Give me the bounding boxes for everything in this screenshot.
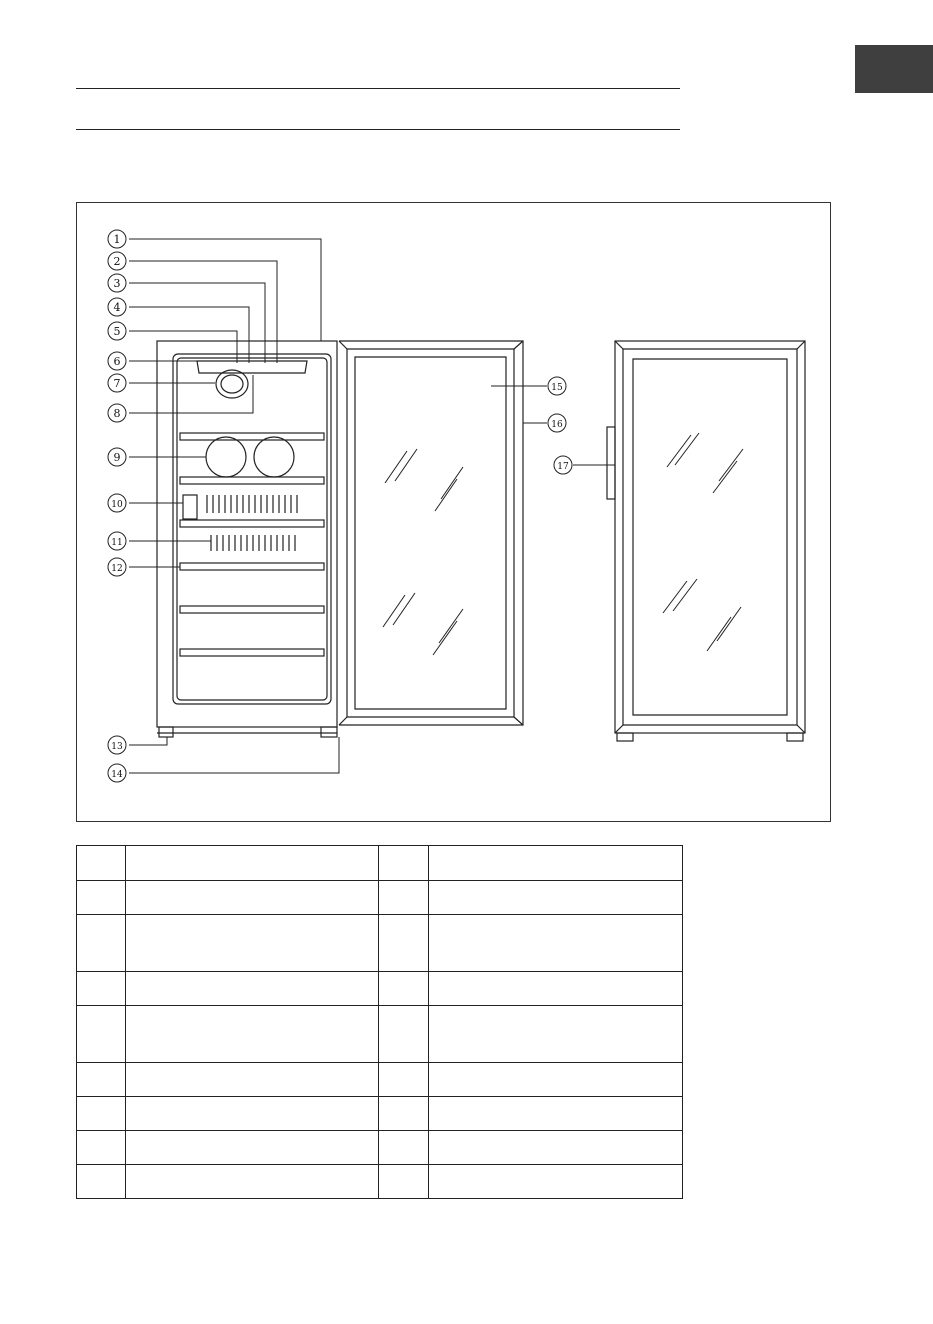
callout-13: [108, 736, 126, 754]
table-cell: [429, 1097, 683, 1131]
door-handle: [607, 427, 615, 499]
callout-16: [548, 414, 566, 432]
svg-text:2: 2: [113, 255, 121, 268]
svg-text:3: 3: [113, 277, 121, 290]
fan-left: [206, 437, 246, 477]
fan-right: [254, 437, 294, 477]
callout-2: [108, 252, 126, 270]
table-cell: [429, 1006, 683, 1063]
callout-3: [108, 274, 126, 292]
svg-text:6: 6: [113, 355, 121, 368]
table-cell: [379, 915, 429, 972]
shelf-1: [180, 433, 324, 440]
table-cell: [125, 915, 379, 972]
table-cell: [77, 972, 126, 1006]
door-glass: [355, 357, 506, 709]
callout-10: [108, 494, 126, 512]
table-cell: [429, 1131, 683, 1165]
svg-text:8: 8: [113, 407, 121, 420]
svg-text:12: 12: [111, 564, 123, 574]
table-cell: [77, 915, 126, 972]
callout-7: [108, 374, 126, 392]
shelf-3: [180, 520, 324, 527]
table-cell: [77, 1097, 126, 1131]
svg-text:4: 4: [113, 301, 121, 314]
table-cell: [379, 846, 429, 881]
table-cell: [379, 1006, 429, 1063]
table-row: [77, 881, 683, 915]
table-row: [77, 972, 683, 1006]
table-cell: [429, 881, 683, 915]
table-row: [77, 1006, 683, 1063]
table-row: [77, 1097, 683, 1131]
shelf-5: [180, 606, 324, 613]
table-cell: [379, 1165, 429, 1199]
table-row: [77, 1165, 683, 1199]
svg-text:1: 1: [113, 233, 121, 246]
table-row: [77, 1063, 683, 1097]
control-panel: [197, 361, 307, 373]
evaporator-grille: [207, 495, 297, 551]
table-cell: [77, 881, 126, 915]
table-cell: [77, 1165, 126, 1199]
table-cell: [125, 881, 379, 915]
callout-11: [108, 532, 126, 550]
table-row: [77, 846, 683, 881]
table-cell: [379, 881, 429, 915]
parts-table: [76, 845, 683, 1199]
table-cell: [125, 846, 379, 881]
shelf-2: [180, 477, 324, 484]
closed-door-glass: [633, 359, 787, 715]
callout-8: [108, 404, 126, 422]
table-row: [77, 915, 683, 972]
svg-text:16: 16: [551, 420, 563, 430]
callout-5: [108, 322, 126, 340]
table-cell: [77, 1063, 126, 1097]
cabinet-inner: [173, 354, 331, 704]
foot-left: [159, 727, 173, 737]
table-row: [77, 1131, 683, 1165]
foot-right: [321, 727, 337, 737]
table-cell: [125, 1006, 379, 1063]
table-cell: [125, 1063, 379, 1097]
cabinet-outer: [157, 341, 337, 727]
table-cell: [77, 846, 126, 881]
table-cell: [429, 1165, 683, 1199]
callout-4: [108, 298, 126, 316]
callout-9: [108, 448, 126, 466]
table-cell: [429, 972, 683, 1006]
table-cell: [379, 1063, 429, 1097]
shelf-6: [180, 649, 324, 656]
callout-12: [108, 558, 126, 576]
callout-15: [548, 377, 566, 395]
language-tab: [855, 45, 933, 93]
table-cell: [379, 972, 429, 1006]
callout-17: [554, 456, 572, 474]
callout-14: [108, 764, 126, 782]
svg-text:17: 17: [557, 462, 569, 472]
svg-text:10: 10: [111, 500, 123, 510]
shelf-4: [180, 563, 324, 570]
appliance-diagram-frame: [76, 202, 831, 822]
svg-text:11: 11: [111, 538, 123, 548]
svg-text:5: 5: [113, 325, 121, 338]
header-rule-bottom: [76, 129, 680, 130]
svg-text:9: 9: [113, 451, 121, 464]
thermostat: [183, 495, 197, 519]
callout-1: [108, 230, 126, 248]
closed-cabinet: [615, 341, 805, 733]
table-cell: [77, 1006, 126, 1063]
table-cell: [125, 1131, 379, 1165]
appliance-diagram: [77, 203, 832, 823]
svg-text:7: 7: [113, 377, 121, 390]
table-cell: [125, 972, 379, 1006]
header-rule-top: [76, 88, 680, 89]
table-cell: [429, 1063, 683, 1097]
table-cell: [77, 1131, 126, 1165]
table-cell: [125, 1165, 379, 1199]
svg-text:14: 14: [111, 770, 123, 780]
table-cell: [429, 846, 683, 881]
table-cell: [429, 915, 683, 972]
svg-text:15: 15: [551, 383, 563, 393]
table-cell: [379, 1097, 429, 1131]
open-door: [339, 341, 523, 725]
table-cell: [379, 1131, 429, 1165]
table-cell: [125, 1097, 379, 1131]
svg-text:13: 13: [111, 742, 123, 752]
callout-6: [108, 352, 126, 370]
